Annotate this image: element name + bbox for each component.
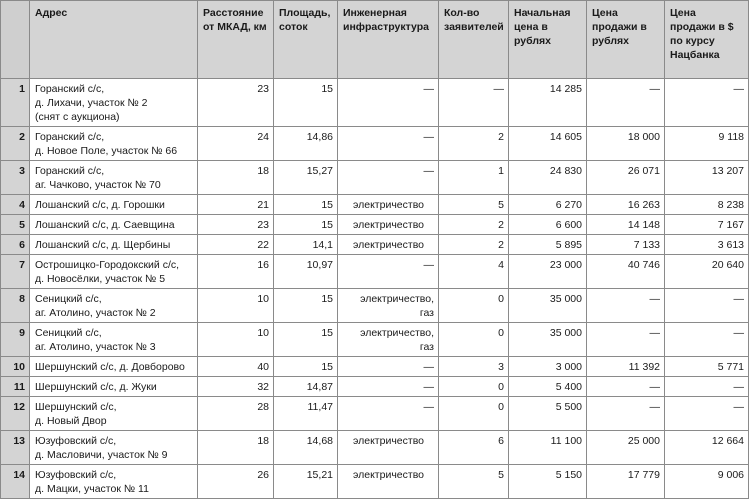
cell-area: 14,68 (274, 431, 338, 465)
table-row (1, 397, 749, 431)
cell-distance: 26 (198, 465, 274, 499)
cell-area: 14,1 (274, 235, 338, 255)
cell-address: Сеницкий с/с, аг. Атолино, участок № 2 (30, 289, 198, 323)
cell-sale-usd: 12 664 (665, 431, 749, 465)
cell-applicants: 5 (439, 195, 509, 215)
cell-sale-rub: — (587, 323, 665, 357)
cell-sale-usd: 20 640 (665, 255, 749, 289)
row-index: 10 (1, 357, 30, 377)
cell-applicants: 1 (439, 161, 509, 195)
header-applicants: Кол-во заявителей (439, 1, 509, 79)
cell-applicants: 5 (439, 465, 509, 499)
row-index: 5 (1, 215, 30, 235)
row-index: 4 (1, 195, 30, 215)
table-row (1, 323, 749, 357)
row-index: 6 (1, 235, 30, 255)
cell-start-price: 35 000 (509, 289, 587, 323)
cell-sale-usd: 13 207 (665, 161, 749, 195)
table-row (1, 161, 749, 195)
cell-start-price: 23 000 (509, 255, 587, 289)
header-infrastructure: Инженерная инфраструктура (338, 1, 439, 79)
cell-sale-usd: — (665, 323, 749, 357)
cell-sale-rub: 25 000 (587, 431, 665, 465)
table-row (1, 195, 749, 215)
cell-start-price: 3 000 (509, 357, 587, 377)
row-index: 8 (1, 289, 30, 323)
row-index: 9 (1, 323, 30, 357)
cell-sale-rub: 26 071 (587, 161, 665, 195)
cell-sale-rub: 18 000 (587, 127, 665, 161)
cell-distance: 21 (198, 195, 274, 215)
row-index: 13 (1, 431, 30, 465)
cell-infrastructure: — (338, 127, 439, 161)
cell-start-price: 35 000 (509, 323, 587, 357)
cell-address: Острошицко-Городокский с/с, д. Новосёлки, участок № 5 (30, 255, 198, 289)
cell-area: 15 (274, 195, 338, 215)
table-row (1, 215, 749, 235)
cell-area: 15 (274, 323, 338, 357)
cell-area: 15 (274, 215, 338, 235)
cell-applicants: 0 (439, 397, 509, 431)
row-index: 2 (1, 127, 30, 161)
cell-address: Горанский с/с, д. Лихачи, участок № 2 (снят с аукциона) (30, 79, 198, 127)
table-row (1, 465, 749, 499)
cell-applicants: 6 (439, 431, 509, 465)
row-index: 7 (1, 255, 30, 289)
cell-applicants: 2 (439, 235, 509, 255)
row-index: 1 (1, 79, 30, 127)
cell-infrastructure: электричество (338, 215, 439, 235)
cell-area: 15 (274, 79, 338, 127)
cell-area: 15 (274, 289, 338, 323)
row-index: 11 (1, 377, 30, 397)
cell-address: Лошанский с/с, д. Щербины (30, 235, 198, 255)
cell-area: 15,21 (274, 465, 338, 499)
cell-distance: 32 (198, 377, 274, 397)
cell-distance: 23 (198, 79, 274, 127)
table-row (1, 289, 749, 323)
cell-applicants: 2 (439, 215, 509, 235)
cell-start-price: 14 605 (509, 127, 587, 161)
cell-distance: 28 (198, 397, 274, 431)
cell-sale-rub: 14 148 (587, 215, 665, 235)
cell-distance: 18 (198, 161, 274, 195)
cell-start-price: 5 400 (509, 377, 587, 397)
cell-start-price: 11 100 (509, 431, 587, 465)
cell-applicants: 3 (439, 357, 509, 377)
cell-infrastructure: — (338, 161, 439, 195)
cell-distance: 24 (198, 127, 274, 161)
cell-sale-usd: 3 613 (665, 235, 749, 255)
cell-area: 10,97 (274, 255, 338, 289)
cell-sale-rub: — (587, 377, 665, 397)
cell-sale-usd: 7 167 (665, 215, 749, 235)
cell-area: 14,87 (274, 377, 338, 397)
cell-address: Юзуфовский с/с, д. Масловичи, участок № 9 (30, 431, 198, 465)
cell-applicants: 4 (439, 255, 509, 289)
cell-infrastructure: электричество (338, 431, 439, 465)
cell-sale-usd: — (665, 79, 749, 127)
cell-infrastructure: электричество (338, 235, 439, 255)
cell-start-price: 24 830 (509, 161, 587, 195)
cell-applicants: 2 (439, 127, 509, 161)
table-row (1, 255, 749, 289)
cell-infrastructure: электричество, газ (338, 323, 439, 357)
header-row (1, 1, 749, 79)
table-row (1, 79, 749, 127)
cell-sale-rub: 7 133 (587, 235, 665, 255)
cell-infrastructure: электричество, газ (338, 289, 439, 323)
cell-address: Горанский с/с, аг. Чачково, участок № 70 (30, 161, 198, 195)
cell-distance: 18 (198, 431, 274, 465)
cell-sale-rub: 11 392 (587, 357, 665, 377)
cell-distance: 10 (198, 289, 274, 323)
header-area: Площадь, соток (274, 1, 338, 79)
cell-address: Юзуфовский с/с, д. Мацки, участок № 11 (30, 465, 198, 499)
cell-area: 11,47 (274, 397, 338, 431)
cell-start-price: 6 600 (509, 215, 587, 235)
cell-start-price: 14 285 (509, 79, 587, 127)
header-sale-usd: Цена продажи в $ по курсу Нацбанка (665, 1, 749, 79)
cell-sale-rub: 16 263 (587, 195, 665, 215)
cell-sale-rub: 40 746 (587, 255, 665, 289)
cell-sale-usd: 9 006 (665, 465, 749, 499)
cell-sale-rub: — (587, 79, 665, 127)
row-index: 3 (1, 161, 30, 195)
row-index: 14 (1, 465, 30, 499)
cell-infrastructure: — (338, 255, 439, 289)
table-row (1, 357, 749, 377)
row-index: 12 (1, 397, 30, 431)
cell-sale-rub: — (587, 289, 665, 323)
table-row (1, 127, 749, 161)
cell-start-price: 5 895 (509, 235, 587, 255)
table-row (1, 377, 749, 397)
cell-infrastructure: электричество (338, 465, 439, 499)
cell-address: Шершунский с/с, д. Новый Двор (30, 397, 198, 431)
cell-sale-usd: 5 771 (665, 357, 749, 377)
header-sale-rub: Цена продажи в рублях (587, 1, 665, 79)
cell-start-price: 6 270 (509, 195, 587, 215)
cell-area: 14,86 (274, 127, 338, 161)
cell-infrastructure: электричество (338, 195, 439, 215)
cell-applicants: 0 (439, 377, 509, 397)
cell-applicants: 0 (439, 323, 509, 357)
cell-infrastructure: — (338, 397, 439, 431)
cell-sale-usd: — (665, 377, 749, 397)
cell-applicants: — (439, 79, 509, 127)
cell-distance: 10 (198, 323, 274, 357)
cell-area: 15,27 (274, 161, 338, 195)
cell-start-price: 5 500 (509, 397, 587, 431)
header-start-price: Начальная цена в рублях (509, 1, 587, 79)
header-distance: Расстояние от МКАД, км (198, 1, 274, 79)
header-address: Адрес (30, 1, 198, 79)
cell-address: Лошанский с/с, д. Саевщина (30, 215, 198, 235)
cell-distance: 23 (198, 215, 274, 235)
cell-address: Горанский с/с, д. Новое Поле, участок № 66 (30, 127, 198, 161)
cell-distance: 40 (198, 357, 274, 377)
cell-address: Шершунский с/с, д. Жуки (30, 377, 198, 397)
cell-distance: 22 (198, 235, 274, 255)
cell-address: Сеницкий с/с, аг. Атолино, участок № 3 (30, 323, 198, 357)
table-row (1, 431, 749, 465)
cell-sale-usd: 9 118 (665, 127, 749, 161)
cell-infrastructure: — (338, 79, 439, 127)
cell-infrastructure: — (338, 377, 439, 397)
cell-sale-rub: — (587, 397, 665, 431)
table-row (1, 235, 749, 255)
table-body (1, 79, 749, 499)
cell-sale-usd: — (665, 397, 749, 431)
cell-distance: 16 (198, 255, 274, 289)
cell-sale-usd: 8 238 (665, 195, 749, 215)
cell-address: Лошанский с/с, д. Горошки (30, 195, 198, 215)
cell-address: Шершунский с/с, д. Довборово (30, 357, 198, 377)
cell-infrastructure: — (338, 357, 439, 377)
cell-start-price: 5 150 (509, 465, 587, 499)
cell-sale-usd: — (665, 289, 749, 323)
cell-sale-rub: 17 779 (587, 465, 665, 499)
cell-area: 15 (274, 357, 338, 377)
cell-applicants: 0 (439, 289, 509, 323)
header-index (1, 1, 30, 79)
